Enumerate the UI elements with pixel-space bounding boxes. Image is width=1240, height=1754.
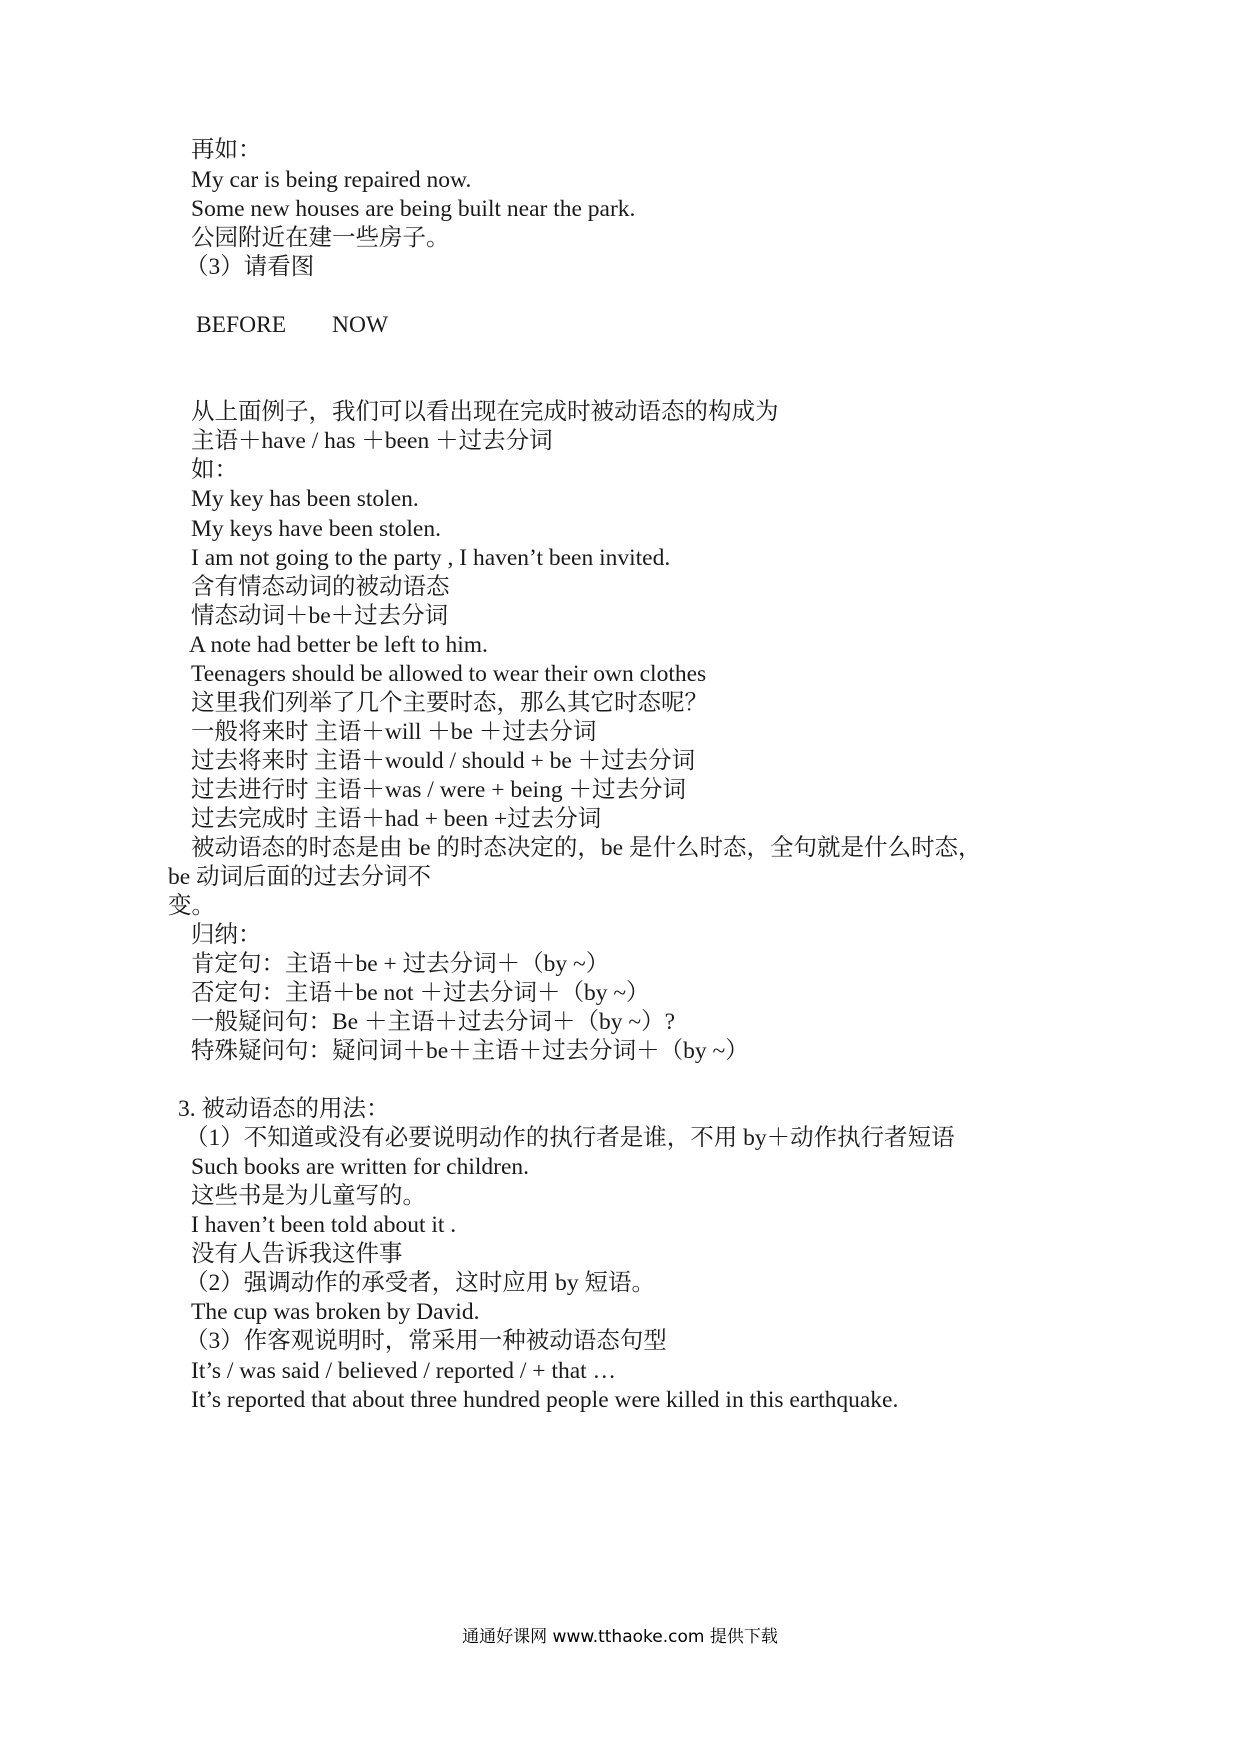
text-line: 一般将来时 主语＋will ＋be ＋过去分词	[191, 719, 597, 745]
text-line: 主语＋have / has ＋been ＋过去分词	[191, 428, 553, 454]
text-line: 归纳：	[191, 922, 262, 948]
text-line: 过去将来时 主语＋would / should + be ＋过去分词	[191, 748, 696, 774]
text-line: A note had better be left to him.	[189, 632, 488, 658]
text-line: 一般疑问句：Be ＋主语＋过去分词＋（by ~）?	[191, 1009, 675, 1035]
text-line: （3）请看图	[185, 254, 315, 280]
text-line: Some new houses are being built near the park.	[191, 196, 636, 222]
section-heading: 3. 被动语态的用法：	[178, 1096, 390, 1122]
figure-label-now: NOW	[332, 312, 389, 338]
text-line: 过去完成时 主语＋had + been +过去分词	[191, 806, 602, 832]
text-line: 情态动词＋be＋过去分词	[191, 603, 449, 629]
text-line: 从上面例子，我们可以看出现在完成时被动语态的构成为	[191, 399, 779, 425]
text-line: be 动词后面的过去分词不	[168, 864, 432, 890]
text-line: 含有情态动词的被动语态	[191, 574, 450, 600]
text-line: 变。	[168, 893, 215, 919]
text-line: 被动语态的时态是由 be 的时态决定的，be 是什么时态，全句就是什么时态，	[191, 835, 982, 861]
text-line: 否定句：主语＋be not ＋过去分词＋（by ~）	[191, 980, 650, 1006]
text-line: （1）不知道或没有必要说明动作的执行者是谁，不用 by＋动作执行者短语	[185, 1125, 955, 1151]
text-line: 这些书是为儿童写的。	[191, 1183, 426, 1209]
text-line: My key has been stolen.	[191, 486, 419, 512]
text-line: It’s / was said / believed / reported / + that …	[191, 1358, 617, 1384]
text-line: My car is being repaired now.	[191, 167, 472, 193]
text-line: （3）作客观说明时，常采用一种被动语态句型	[185, 1328, 667, 1354]
text-line: I am not going to the party , I haven’t been invited.	[191, 545, 671, 571]
text-line: The cup was broken by David.	[191, 1299, 480, 1325]
text-line: 没有人告诉我这件事	[191, 1241, 403, 1267]
text-line: 如：	[191, 457, 238, 483]
text-line: My keys have been stolen.	[191, 516, 441, 542]
text-line: 肯定句：主语＋be + 过去分词＋（by ~）	[191, 951, 610, 977]
text-line: 特殊疑问句：疑问词＋be＋主语＋过去分词＋（by ~）	[191, 1038, 749, 1064]
text-line: 公园附近在建一些房子。	[191, 225, 450, 251]
text-line: It’s reported that about three hundred people were killed in this earthquake.	[191, 1387, 899, 1413]
text-line: 过去进行时 主语＋was / were + being ＋过去分词	[191, 777, 686, 803]
text-line: Such books are written for children.	[191, 1154, 530, 1180]
text-line: 这里我们列举了几个主要时态，那么其它时态呢？	[191, 690, 708, 716]
page-footer: 通通好课网 www.tthaoke.com 提供下载	[462, 1627, 778, 1647]
text-line: （2）强调动作的承受者，这时应用 by 短语。	[185, 1270, 655, 1296]
text-line: 再如：	[191, 137, 262, 163]
text-line: Teenagers should be allowed to wear their own clothes	[191, 661, 707, 687]
text-line: I haven’t been told about it .	[191, 1212, 457, 1238]
figure-label-before: BEFORE	[196, 312, 287, 338]
